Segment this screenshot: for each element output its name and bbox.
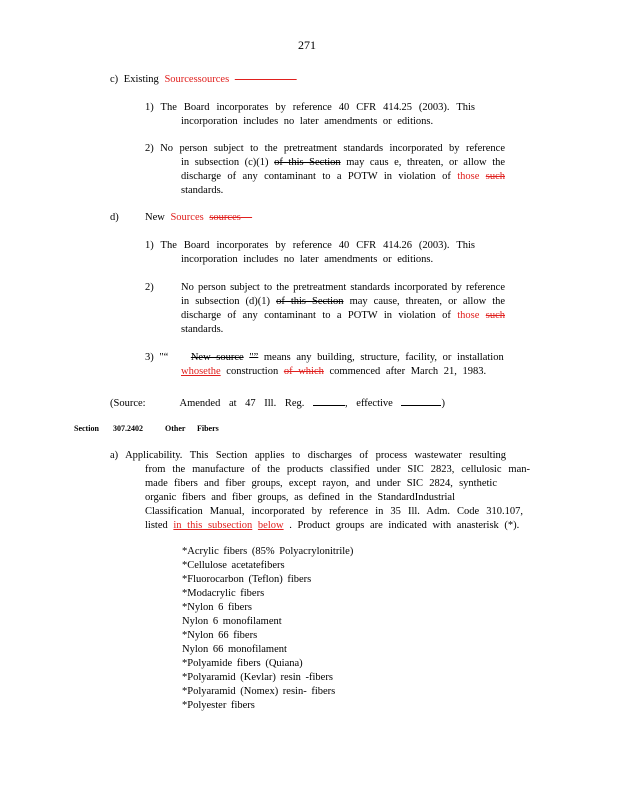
subsection-d-heading [145,212,252,223]
fiber-list-item: *Nylon 66 fibers [182,630,258,641]
fiber-list-item: *Acrylic fibers (85% Polyacrylonitrile) [182,546,354,557]
section-title-b: Fibers [197,424,219,433]
section-title-a: Other [165,424,186,433]
d2-struck-text: of this Section [276,296,344,307]
d3-line1: 3) "“ New source "” means any building, structure, facility, or installation [145,352,504,363]
c1-line1: 1) The Board incorporates by reference 40 CFR 414.25 (2003). This [145,102,475,113]
subsection-d-label: d) [110,212,119,223]
c2-inserted-text: those [457,171,480,182]
subsection-d-title-inserted: Sources [170,212,204,223]
fiber-list-item: *Fluorocarbon (Teflon) fibers [182,574,312,585]
fiber-list-item: *Polyaramid (Nomex) resin- fibers [182,686,336,697]
fiber-list-item: *Cellulose acetatefibers [182,560,285,571]
fiber-list-item: *Polyaramid (Kevlar) resin -fibers [182,672,333,683]
a-inserted-subsection: in this subsection [173,520,253,531]
a-line6: listed in this subsection below . Product groups are indicated with anasterisk (*). [145,520,520,531]
d1-line2: incorporation includes no later amendments or editions. [181,254,434,265]
a-line4: organic fibers and fiber groups, as defined in the StandardIndustrial [145,492,455,503]
reg-blank [313,395,345,406]
c2-struck-such: such [485,171,505,182]
a-line5: Classification Manual, incorporated by reference in 35 Ill. Adm. Code 310.107, [145,506,523,517]
a-line3: made fibers and fiber groups, except rayon, and under SIC 2824, synthetic [145,478,497,489]
d3-line2: whosethe construction of which commenced after March 21, 1983. [181,366,487,377]
fiber-list-item: Nylon 66 monofilament [182,644,287,655]
page-number: 271 [298,38,316,52]
subsection-c-label: c) [110,74,119,85]
d2-line4: standards. [181,324,224,335]
d3-struck-text: of which [283,366,324,377]
d2-struck-such: such [485,310,505,321]
a-line1: a) Applicability. This Section applies to discharges of process wastewater resulting [110,450,506,461]
fiber-list-item: Nylon 6 monofilament [182,616,282,627]
subsection-c-title: Existing [123,74,159,85]
d3-inserted-text: whosethe [181,366,221,377]
d2-line1: No person subject to the pretreatment standards incorporated by reference [181,282,505,293]
subsection-c-heading [110,74,297,85]
subsection-d-title-struck: sources [209,212,241,223]
c2-line4: standards. [181,185,224,196]
d2-line3: discharge of any contaminant to a POTW in violation of those such [181,310,505,321]
source-note: (Source: Amended at 47 Ill. Reg. , effective ) [110,395,445,409]
c2-line3: discharge of any contaminant to a POTW in violation of those such [181,171,505,182]
c2-struck-text: of this Section [274,157,341,168]
fiber-list-item: *Modacrylic fibers [182,588,265,599]
d2-line2: in subsection (d)(1) of this Section may cause, threaten, or allow the [181,296,506,307]
d1-line1: 1) The Board incorporates by reference 40 CFR 414.26 (2003). This [145,240,475,251]
effective-blank [401,395,441,406]
section-label: Section [74,424,99,433]
subsection-c-title-struck [235,74,297,85]
fiber-list-item: *Nylon 6 fibers [182,602,252,613]
d2-num: 2) [145,282,154,293]
d2-inserted-text: those [457,310,480,321]
a-inserted-below: below [257,520,284,531]
c2-line2: in subsection (c)(1) of this Section may caus e, threaten, or allow the [181,157,506,168]
subsection-c-title-inserted: Sourcessources [164,74,230,85]
c2-line1: 2) No person subject to the pretreatment standards incorporated by reference [145,143,505,154]
subsection-d-title: New [145,212,165,223]
a-line2: from the manufacture of the products classified under SIC 2823, cellulosic man- [145,464,530,475]
fiber-list-item: *Polyester fibers [182,700,255,711]
c1-line2: incorporation includes no later amendments or editions. [181,116,434,127]
section-number: 307.2402 [113,424,143,433]
fiber-list-item: *Polyamide fibers (Quiana) [182,658,303,669]
